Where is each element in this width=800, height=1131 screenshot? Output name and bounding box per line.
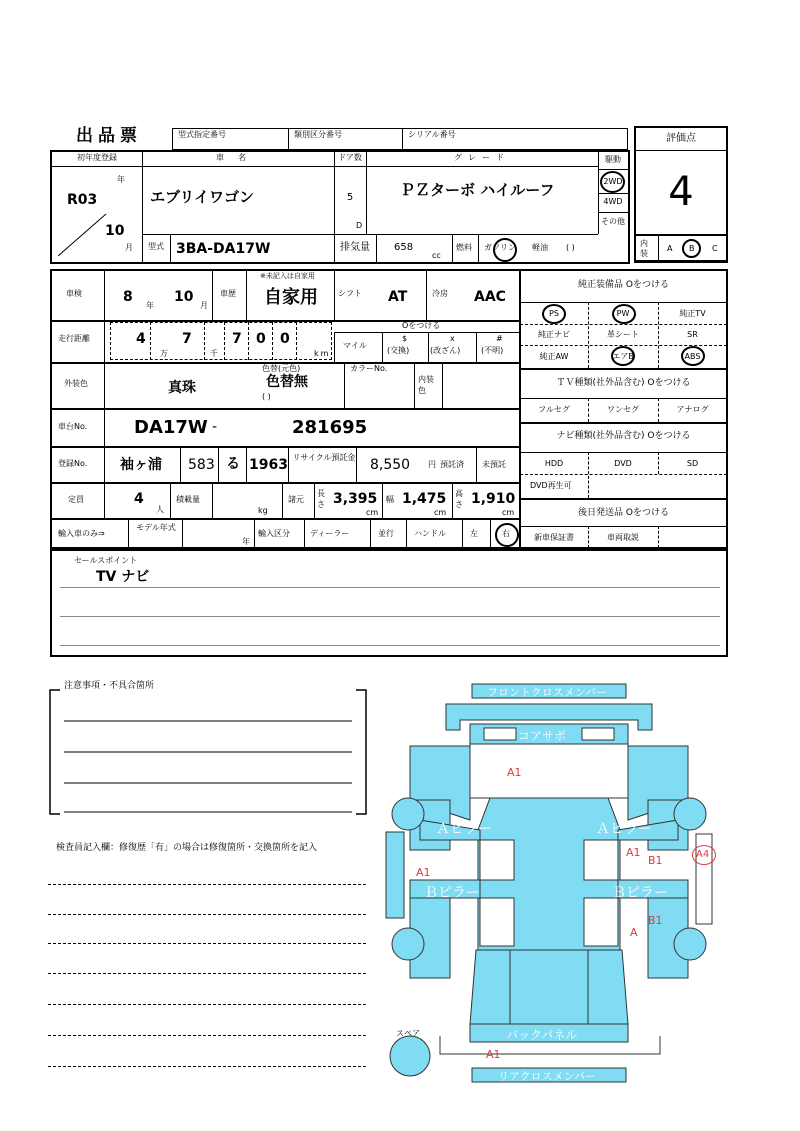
inspection-label: 車検: [66, 289, 82, 298]
ac: AAC: [474, 289, 506, 305]
core-support-label: コアサポ: [518, 729, 567, 743]
reg-area: 袖ヶ浦: [120, 457, 162, 473]
mileage-mile: マイル: [343, 341, 367, 350]
height: 1,910: [471, 491, 516, 507]
history-note: ※未記入は自家用: [260, 272, 315, 280]
chassis-model: DA17W: [134, 417, 208, 438]
month-label: 月: [125, 243, 133, 252]
repaint-paren: ( ): [262, 392, 271, 401]
height-unit: cm: [502, 508, 515, 517]
shift: AT: [388, 289, 408, 305]
notes-label: 注意事項・不具合箇所: [64, 681, 155, 691]
mileage-label: 走行距離: [58, 334, 90, 343]
equipment-title: 純正装備品 Oをつける: [578, 280, 669, 290]
history-label: 車歴: [220, 289, 236, 298]
mileage-man: 万: [160, 349, 168, 358]
interior-color-label: 内装色: [418, 375, 434, 395]
drive-4wd: 4WD: [603, 197, 623, 206]
interior-a: A: [667, 244, 673, 253]
mark-b1-rear: B1: [648, 914, 663, 927]
mileage-digit-2: 7: [182, 331, 192, 347]
back-panel-label: バックパネル: [506, 1028, 578, 1042]
import-type-label: 輸入区分: [258, 529, 290, 538]
displacement-label: 排気量: [340, 242, 370, 253]
rear-cross-label: リアクロスメンバー: [498, 1070, 596, 1083]
recycle-unit: 円: [428, 460, 436, 469]
repaint: 色替無: [266, 374, 308, 390]
length: 3,395: [333, 491, 378, 507]
later-title: 後日発送品 Oをつける: [578, 508, 669, 518]
drive-other: その他: [601, 217, 625, 226]
capacity-label: 定員: [68, 495, 84, 504]
length-label: 長さ: [317, 489, 325, 509]
type-designation-label: 型式指定番号: [178, 130, 226, 139]
equip-ps-circle: [542, 304, 566, 324]
mark-a1-bumper: A1: [486, 1048, 501, 1061]
dim-label: 諸元: [288, 495, 304, 504]
fuel-circle: [493, 238, 517, 262]
chassis-label: 車台No.: [58, 422, 88, 431]
mileage-exchange: (交換): [387, 346, 410, 355]
equip-sr: SR: [687, 330, 698, 339]
mark-a-rear: A: [630, 926, 638, 939]
reg-label: 登録No.: [58, 459, 88, 468]
mileage-digit-1: 4: [136, 331, 146, 347]
doors-unit: D: [356, 221, 363, 230]
mileage-s1: $: [402, 334, 408, 343]
chassis-dash: -: [212, 419, 218, 435]
displacement-unit: cc: [432, 251, 441, 260]
tv-fullseg: フルセグ: [538, 405, 570, 414]
color: 真珠: [168, 380, 196, 396]
mileage-circle-note: Oをつける: [402, 321, 441, 330]
front-cross-label: フロントクロスメンバー: [487, 686, 608, 699]
mileage-sen: 千: [210, 349, 218, 358]
equip-abs-circle: [681, 346, 705, 366]
model-year-label: モデル年式: [136, 523, 176, 532]
id-number-row: [172, 128, 628, 150]
mark-a1-right: A1: [626, 846, 641, 859]
drive-label: 駆動: [605, 155, 621, 164]
mark-a1-left: A1: [416, 866, 431, 879]
tv-analog: アナログ: [676, 405, 709, 414]
later-manual: 車両取説: [607, 533, 639, 542]
dealer: ディーラー: [310, 529, 350, 538]
category-number-label: 類別区分番号: [294, 130, 342, 139]
interior-c: C: [712, 244, 718, 253]
equip-navi: 純正ナビ: [538, 330, 570, 339]
mileage-digit-4: 0: [256, 331, 266, 347]
tv-oneseg: ワンセグ: [607, 405, 639, 414]
color-no-label: カラーNo.: [350, 364, 388, 373]
a-pillar-left-label: Ａピラー: [436, 821, 492, 837]
equip-abs: ABS: [684, 352, 701, 361]
displacement: 658: [394, 242, 414, 253]
sales-point-label: セールスポイント: [74, 556, 138, 565]
fuel-label: 燃料: [456, 243, 472, 252]
sales-point-box: [50, 549, 728, 657]
grade-label: グレード: [454, 153, 510, 162]
car-name-label: 車名: [216, 153, 260, 162]
fuel-other: ( ): [566, 243, 575, 252]
diagonal-line: [58, 206, 118, 258]
equip-airbag-circle: [611, 346, 635, 366]
year-label: 年: [117, 175, 125, 184]
drive-2wd-circle: [600, 171, 625, 193]
rating-label: 評価点: [666, 133, 696, 144]
navi-dvd: DVD: [614, 459, 632, 468]
chassis-number: 281695: [292, 417, 368, 438]
mileage-digit-3: 7: [232, 331, 242, 347]
b-pillar-right-label: Ｂピラー: [612, 885, 668, 901]
equip-aw: 純正AW: [539, 352, 569, 361]
handle-label: ハンドル: [414, 529, 446, 538]
model-year-unit: 年: [242, 537, 250, 546]
history: 自家用: [264, 287, 318, 308]
interior-circle: [682, 239, 701, 258]
equip-tv: 純正TV: [679, 309, 706, 318]
inspection-year: 8: [123, 289, 133, 305]
mark-b1-right: B1: [648, 854, 663, 867]
navi-title: ナビ種類(社外品含む) Oをつける: [556, 431, 691, 441]
equip-airbag: エアB: [612, 352, 634, 361]
reg-class: 583: [188, 457, 215, 473]
parallel: 並行: [378, 529, 394, 538]
capacity-unit: 人: [156, 505, 164, 514]
fuel-diesel: 軽油: [532, 243, 548, 252]
recycle-amount: 8,550: [370, 457, 411, 473]
mark-a4-circle: [692, 845, 716, 865]
mileage-tamper: (改ざん): [430, 346, 461, 355]
later-warranty: 新車保証書: [534, 533, 574, 542]
dvd-playable: DVD再生可: [530, 481, 572, 490]
inspector-label: 検査員記入欄：修復歴「有」の場合は修復箇所・交換箇所を記入: [56, 843, 318, 853]
mileage-km: km: [314, 349, 331, 358]
fuel-gasoline: ガソリン: [484, 243, 516, 252]
capacity: 4: [134, 491, 144, 507]
width: 1,475: [402, 491, 447, 507]
notes-bracket: [48, 688, 368, 818]
mark-a1-core: A1: [507, 766, 522, 779]
rating-value: 4: [668, 169, 694, 215]
first-reg-label: 初年度登録: [77, 153, 117, 162]
equip-ps: PS: [549, 309, 559, 318]
recycle-paid: 預託済: [440, 460, 464, 469]
recycle-unpaid: 未預託: [482, 460, 506, 469]
era-year: R03: [67, 192, 98, 208]
equip-pw: PW: [616, 309, 630, 318]
import-label: 輸入車のみ⇒: [58, 529, 105, 538]
inspection-month: 10: [174, 289, 194, 305]
equip-pw-circle: [612, 304, 636, 324]
car-name: エブリイワゴン: [150, 188, 254, 206]
inspection-month-unit: 月: [200, 301, 208, 310]
reg-kana: る: [226, 456, 240, 472]
serial-number-label: シリアル番号: [408, 130, 456, 139]
width-unit: cm: [434, 508, 447, 517]
color-label: 外装色: [64, 379, 88, 388]
drive-2wd: 2WD: [603, 177, 623, 186]
height-label: 高さ: [455, 489, 463, 509]
reg-month: 10: [105, 223, 125, 239]
navi-sd: SD: [686, 459, 699, 468]
repaint-label: 色替(元色): [262, 364, 301, 373]
handle-right: 右: [502, 529, 510, 538]
spare-label: スペア: [396, 1029, 420, 1038]
grade: ＰＺターボ ハイルーフ: [400, 181, 555, 199]
a-pillar-right-label: Ａピラー: [596, 821, 652, 837]
load-unit: kg: [258, 506, 268, 515]
navi-hdd: HDD: [544, 459, 564, 468]
interior-b: B: [689, 244, 695, 253]
handle-left: 左: [470, 529, 478, 538]
mileage-s3: #: [496, 334, 503, 343]
model: 3BA-DA17W: [176, 241, 271, 257]
length-unit: cm: [366, 508, 379, 517]
mark-a4: A4: [696, 849, 710, 860]
form-title: 出品票: [76, 126, 142, 146]
doors-label: ドア数: [338, 153, 362, 162]
doors: 5: [346, 192, 354, 203]
model-label: 型式: [148, 242, 164, 251]
equip-leather: 革シート: [607, 330, 639, 339]
tv-title: ＴＶ種類(社外品含む) Oをつける: [556, 378, 691, 388]
inspection-year-unit: 年: [146, 301, 154, 310]
interior-label: 内装: [640, 239, 648, 258]
mileage-unknown: (不明): [481, 346, 504, 355]
mileage-s2: x: [450, 334, 455, 343]
mileage-digit-5: 0: [280, 331, 290, 347]
shift-label: シフト: [338, 289, 362, 298]
width-label: 幅: [386, 495, 394, 504]
reg-number: 1963: [249, 457, 288, 473]
ac-label: 冷房: [432, 289, 448, 298]
recycle-label: リサイクル預託金: [292, 453, 356, 462]
handle-circle: [495, 523, 519, 547]
sales-point-text: TV ナビ: [96, 569, 150, 585]
load-label: 積載量: [176, 495, 200, 504]
b-pillar-left-label: Ｂピラー: [424, 885, 480, 901]
